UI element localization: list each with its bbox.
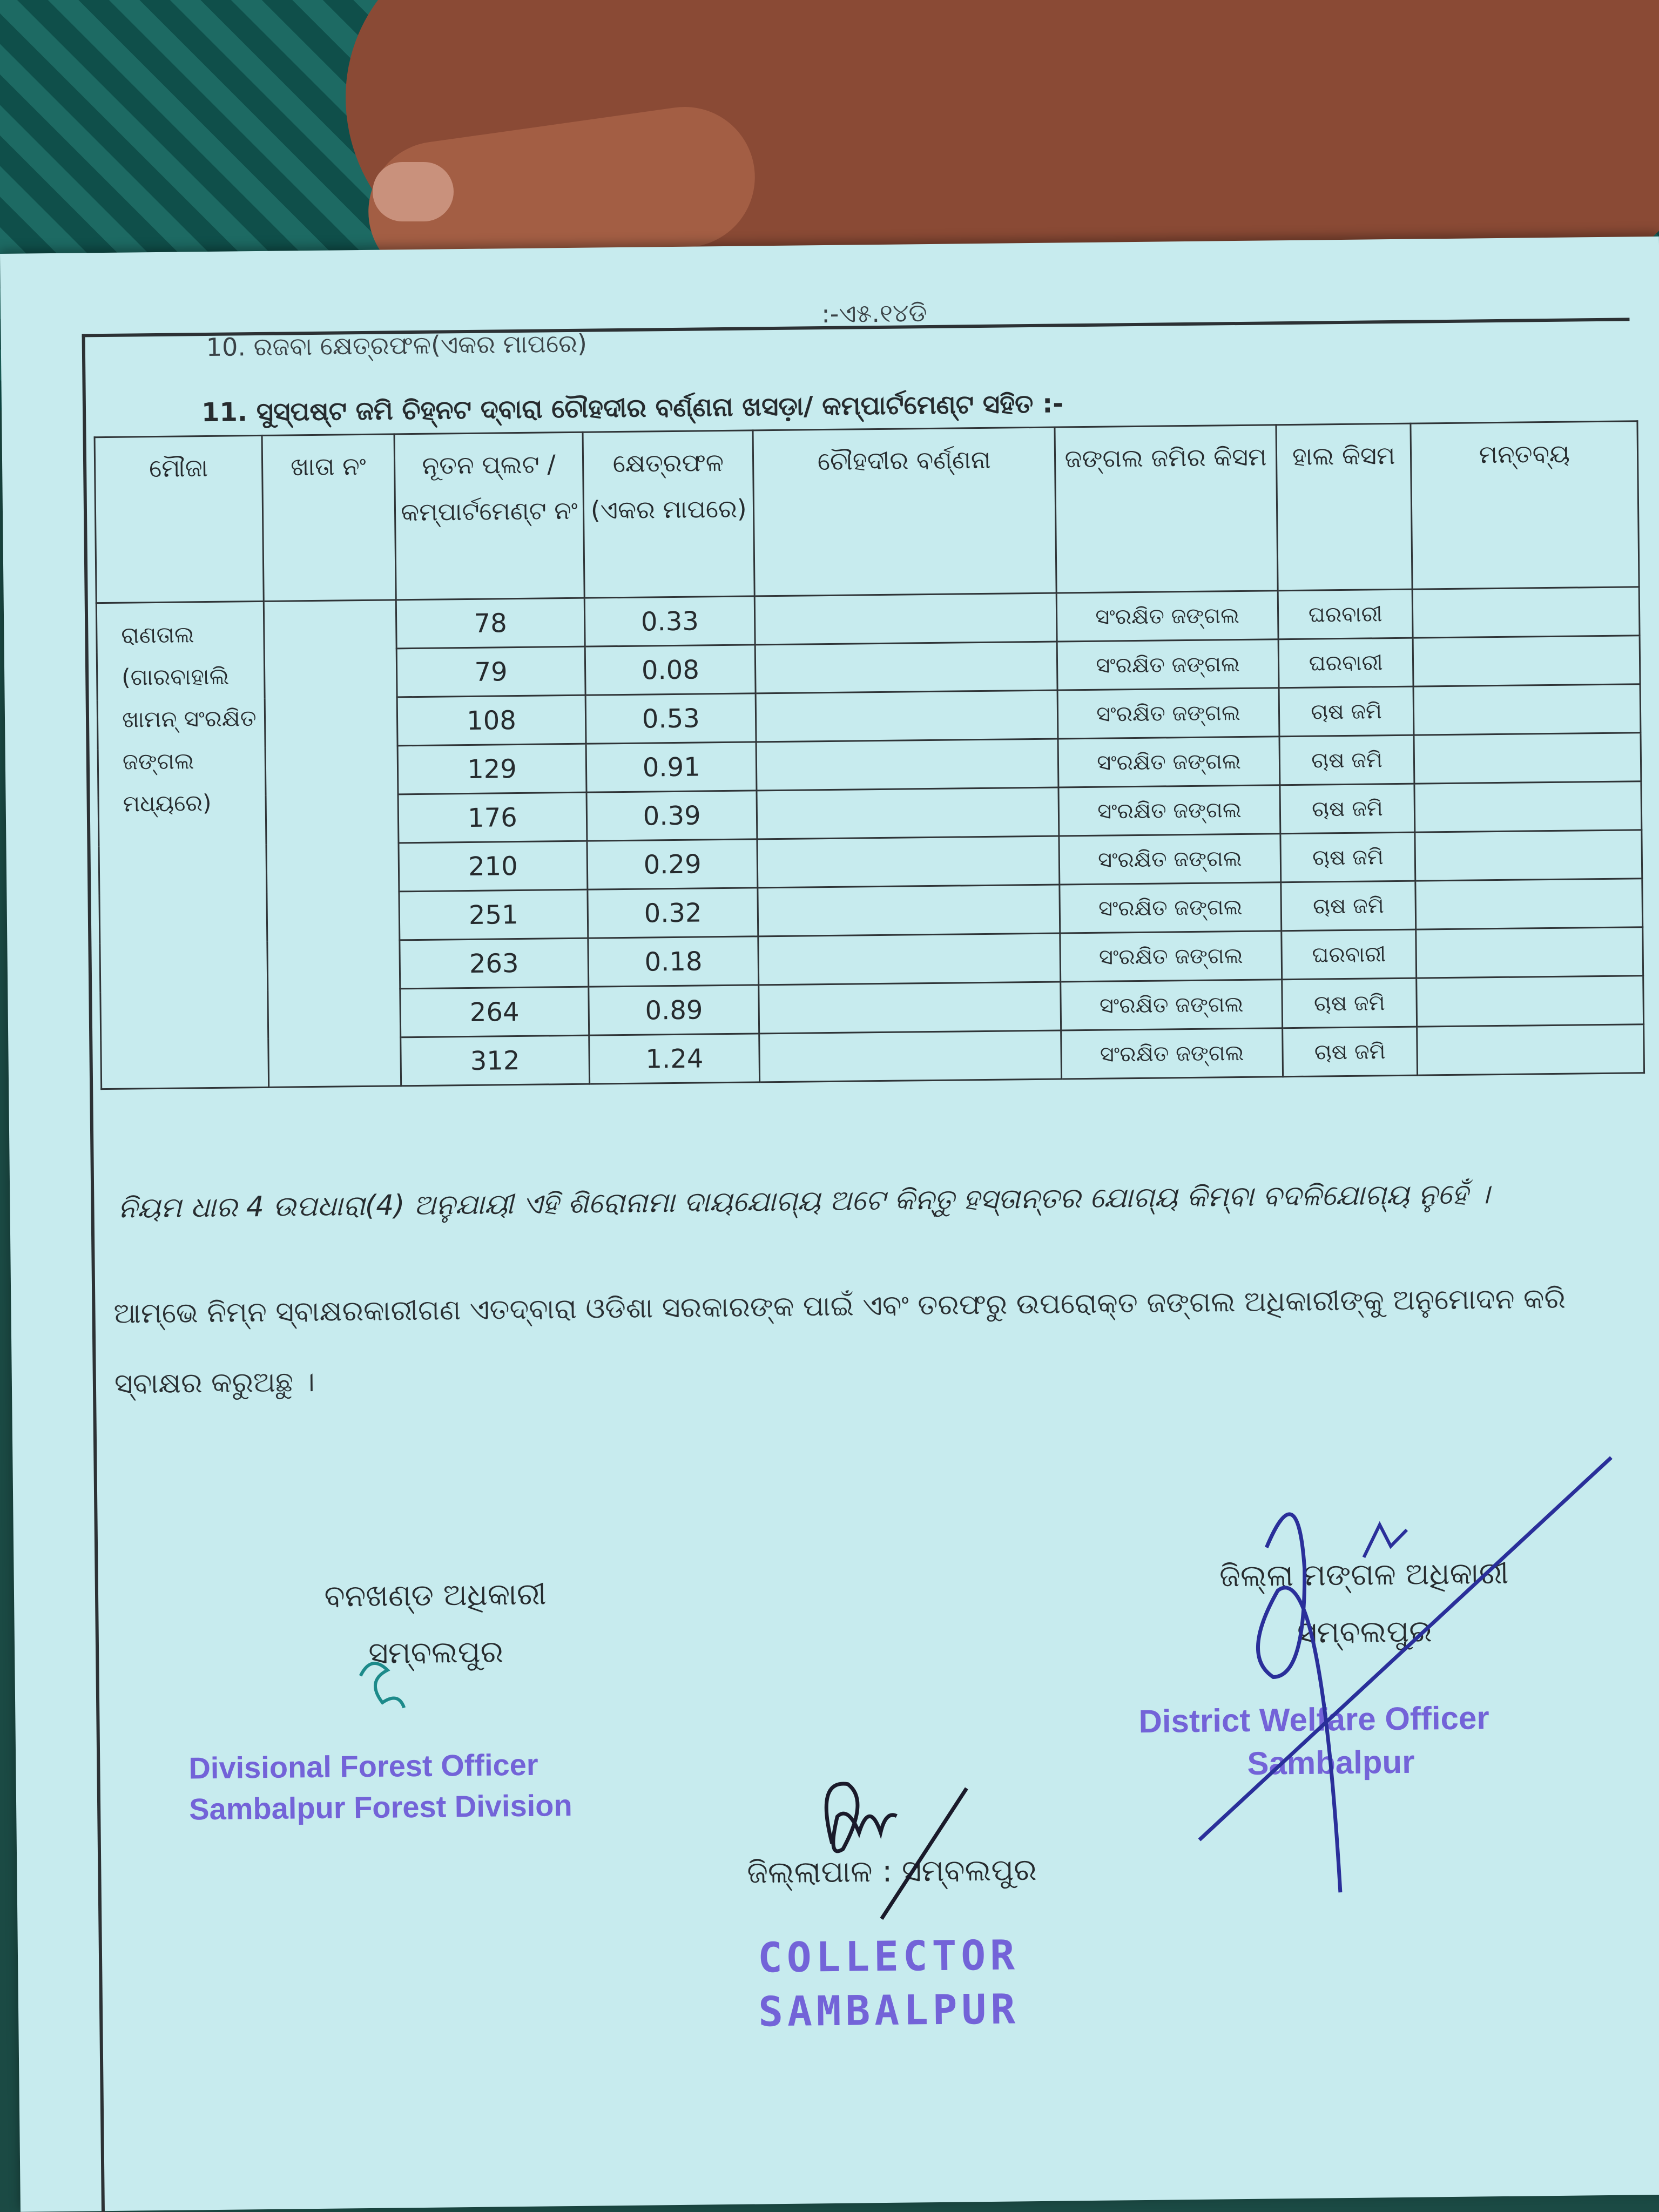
header-plot: ନୂତନ ପ୍ଲଟ / କମ୍ପାର୍ଟମେଣ୍ଟ ନଂ xyxy=(394,432,585,600)
current-type-cell: ଘରବାରୀ xyxy=(1278,589,1413,639)
current-type-cell: ଚାଷ ଜମି xyxy=(1280,784,1415,834)
row10-value: :-ଏ୫.୧୪ଡି xyxy=(821,298,927,329)
welfare-officer-mark xyxy=(1364,1525,1407,1557)
area-cell: 0.91 xyxy=(586,742,757,792)
document-sheet xyxy=(0,237,1659,2212)
plot-cell: 312 xyxy=(400,1035,590,1086)
forest-officer-place: ସମ୍ବଲପୁର xyxy=(368,1634,504,1671)
welfare-officer-title: ଜିଲ୍ଲା ମଙ୍ଗଳ ଅଧିକାରୀ xyxy=(1219,1555,1509,1594)
area-cell: 0.89 xyxy=(589,985,759,1035)
header-khata: ଖାତା ନଂ xyxy=(262,434,396,602)
plot-cell: 264 xyxy=(400,987,589,1037)
handwritten-signatures xyxy=(0,237,1659,2212)
row11-label: 11. ସୁସ୍ପଷ୍ଟ ଜମି ଚିହ୍ନଟ ଦ୍ବାରା ଚୌହଦୀର ବର୍ଣ୍ଣନା ଖସଡ଼ା/ କମ୍ପାର୍ଟମେଣ୍ଟ ସହିତ :- xyxy=(201,388,1064,428)
plot-cell: 108 xyxy=(397,695,586,746)
area-cell: 0.33 xyxy=(585,596,756,646)
plot-cell: 176 xyxy=(398,792,588,843)
current-type-cell: ଚାଷ ଜମି xyxy=(1279,686,1414,737)
forest-stamp-line1: Divisional Forest Officer xyxy=(188,1747,538,1785)
plot-cell: 79 xyxy=(396,646,586,697)
area-cell: 0.39 xyxy=(586,791,757,841)
row10-label: 10. ରଜବା କ୍ଷେତ୍ରଫଳ(ଏକର ମାପରେ) xyxy=(206,328,588,362)
declaration-text: ଆମ୍ଭେ ନିମ୍ନ ସ୍ବାକ୍ଷରକାରୀଗଣ ଏତଦ୍ବାରା ଓଡିଶା ସରକାରଙ୍କ ପାଇଁ ଏବଂ ତରଫରୁ ଉପରୋକ୍ତ ଜଙ୍ଗଲ ଅଧିକାରୀଙ୍କୁ ଅନୁମୋଦନ କରି ସ୍ବାକ୍ଷର କରୁଅଛୁ । xyxy=(113,1282,1566,1400)
welfare-stamp-line1: District Welfare Officer xyxy=(1138,1700,1489,1740)
header-mouza: ମୌଜା xyxy=(95,435,264,603)
forest-type-cell: ସଂରକ୍ଷିତ ଜଙ୍ଗଲ xyxy=(1058,785,1280,836)
plot-cell: 78 xyxy=(396,598,585,649)
forest-officer-title: ବନଖଣ୍ଡ ଅଧିକାରୀ xyxy=(324,1576,547,1614)
header-current-type: ହାଲ କିସମ xyxy=(1276,423,1413,591)
collector-stamp-line2: SAMBALPUR xyxy=(758,1985,1020,2036)
plot-cell: 210 xyxy=(398,841,588,892)
header-boundary: ଚୌହଦୀର ବର୍ଣ୍ଣନା xyxy=(753,427,1056,596)
header-remarks: ମନ୍ତବ୍ୟ xyxy=(1411,421,1639,589)
forest-type-cell: ସଂରକ୍ଷିତ ଜଙ୍ଗଲ xyxy=(1061,1028,1283,1079)
current-type-cell: ଚାଷ ଜମି xyxy=(1281,881,1417,931)
current-type-cell: ଚାଷ ଜମି xyxy=(1282,978,1417,1028)
forest-type-cell: ସଂରକ୍ଷିତ ଜଙ୍ଗଲ xyxy=(1057,639,1278,690)
forest-officer-initial xyxy=(360,1663,404,1708)
area-cell: 0.29 xyxy=(587,839,758,889)
forest-type-cell: ସଂରକ୍ଷିତ ଜଙ୍ଗଲ xyxy=(1060,882,1281,933)
collector-stamp-line1: COLLECTOR xyxy=(757,1931,1020,1982)
plot-cell: 251 xyxy=(399,889,588,940)
forest-type-cell: ସଂରକ୍ଷିତ ଜଙ୍ଗଲ xyxy=(1057,688,1279,739)
collector-title: ଜିଲ୍ଲାପାଳ : ସମ୍ବଲପୁର xyxy=(746,1852,1037,1891)
thumbnail xyxy=(373,162,454,221)
current-type-cell: ଚାଷ ଜମି xyxy=(1282,1027,1418,1077)
current-type-cell: ଚାଷ ଜମି xyxy=(1280,832,1416,882)
forest-type-cell: ସଂରକ୍ଷିତ ଜଙ୍ଗଲ xyxy=(1060,931,1282,982)
mouza-cell: ରାଣତାଲ (ଗାରବାହାଲି ଖାମନ୍ ସଂରକ୍ଷିତ ଜଙ୍ଗଲ ମଧ୍ୟରେ) xyxy=(96,601,268,1089)
area-cell: 0.53 xyxy=(585,693,756,744)
current-type-cell: ଘରବାରୀ xyxy=(1278,638,1414,688)
forest-type-cell: ସଂରକ୍ଷିତ ଜଙ୍ଗଲ xyxy=(1059,834,1280,885)
plot-cell: 129 xyxy=(397,744,587,794)
welfare-officer-place: ସମ୍ବଲପୁର xyxy=(1297,1614,1433,1650)
current-type-cell: ଚାଷ ଜମି xyxy=(1279,735,1415,785)
collector-signature xyxy=(826,1783,968,1919)
area-cell: 0.18 xyxy=(588,936,759,987)
forest-stamp-line2: Sambalpur Forest Division xyxy=(188,1788,572,1826)
plot-cell: 263 xyxy=(399,938,589,989)
header-forest-type: ଜଙ୍ଗଲ ଜମିର କିସମ xyxy=(1055,425,1278,593)
forest-type-cell: ସଂରକ୍ଷିତ ଜଙ୍ଗଲ xyxy=(1056,591,1278,642)
forest-type-cell: ସଂରକ୍ଷିତ ଜଙ୍ଗଲ xyxy=(1058,737,1279,787)
current-type-cell: ଘରବାରୀ xyxy=(1281,929,1417,980)
forest-type-cell: ସଂରକ୍ଷିତ ଜଙ୍ଗଲ xyxy=(1061,980,1282,1030)
area-cell: 0.08 xyxy=(585,645,756,695)
area-cell: 1.24 xyxy=(589,1034,760,1084)
welfare-officer-signature xyxy=(1196,1458,1616,1894)
rule-note: ନିୟମ ଧାର 4 ଉପଧାରା(4) ଅନୁଯାୟୀ ଏହି ଶିରୋନାମା ଦାୟଯୋଗ୍ୟ ଅଟେ କିନ୍ତୁ ହସ୍ତାନ୍ତର ଯୋଗ୍ୟ କିମ୍ବା ବଦଳିଯୋଗ୍ୟ ନୁହେଁ । xyxy=(118,1178,1490,1225)
area-cell: 0.32 xyxy=(588,888,758,938)
header-area: କ୍ଷେତ୍ରଫଳ (ଏକର ମାପରେ) xyxy=(583,430,754,598)
welfare-stamp-line2: Sambalpur xyxy=(1247,1743,1415,1782)
